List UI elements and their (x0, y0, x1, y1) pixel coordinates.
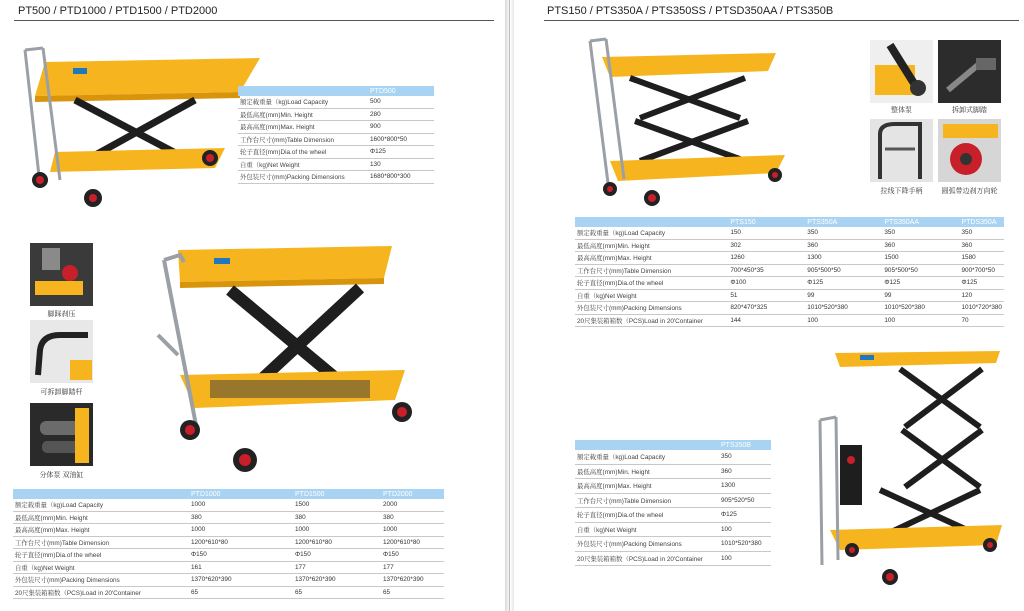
row-label: 最高高度(mm)Max. Height (575, 252, 728, 265)
row-value: Φ150 (293, 549, 381, 562)
row-value: Φ150 (381, 549, 444, 562)
row-value: 1000 (293, 524, 381, 537)
row-value: 150 (728, 227, 805, 239)
row-value: 130 (368, 158, 434, 171)
row-value: 65 (189, 586, 293, 599)
row-value: 1300 (805, 252, 882, 265)
table-row (575, 464, 771, 479)
row-value: Φ125 (882, 277, 959, 290)
photo-caption: 可拆卸脚踏杆 (40, 389, 83, 396)
row-value: 120 (959, 289, 1004, 302)
table-row (13, 574, 444, 587)
row-value: 700*450*35 (728, 264, 805, 277)
row-value: 350 (719, 450, 771, 464)
pt500-lift-table-image (15, 40, 265, 210)
row-value: 1010*520*380 (882, 302, 959, 315)
row-value: 905*520*50 (719, 493, 771, 508)
row-value: 360 (805, 239, 882, 252)
row-label: 自重（kg)Net Weight (575, 522, 719, 537)
row-label: 最低高度(mm)Min. Height (575, 239, 728, 252)
table-row (238, 146, 434, 159)
foot-brake-photo (30, 243, 93, 306)
row-value: 100 (719, 522, 771, 537)
row-value: Φ100 (728, 277, 805, 290)
row-value: 99 (882, 289, 959, 302)
row-label: 20尺集装箱箱数（PCS)Load in 20'Container (575, 314, 728, 327)
row-label: 轮子直径(mm)Dia.of the wheel (13, 549, 189, 562)
row-value: 99 (805, 289, 882, 302)
row-label: 工作台尺寸(mm)Table Dimension (575, 264, 728, 277)
column-header (575, 217, 728, 227)
left-catalog-page (0, 0, 505, 611)
table-row (13, 549, 444, 562)
row-label: 工作台尺寸(mm)Table Dimension (238, 133, 368, 146)
row-value: Φ125 (719, 508, 771, 523)
row-value: 1010*720*380 (959, 302, 1004, 315)
photo-caption: 分体泵 双油缸 (39, 472, 84, 479)
table-row (575, 493, 771, 508)
row-value: 1200*610*80 (293, 536, 381, 549)
row-label: 最高高度(mm)Max. Height (13, 524, 189, 537)
row-value: Φ125 (368, 146, 434, 159)
row-value: 380 (293, 511, 381, 524)
right-title-rule (544, 20, 1019, 21)
row-value: 380 (381, 511, 444, 524)
integral-pump-image (870, 40, 933, 103)
table-row (238, 133, 434, 146)
caster-wheel-image (938, 119, 1001, 182)
row-value: 1370*620*390 (293, 574, 381, 587)
table-row (575, 239, 1004, 252)
row-value: 65 (381, 586, 444, 599)
table-row (575, 314, 1004, 327)
row-label: 工作台尺寸(mm)Table Dimension (575, 493, 719, 508)
row-label: 最低高度(mm)Min. Height (575, 464, 719, 479)
release-handle-image (870, 119, 933, 182)
pts350b-double-scissor-image (810, 345, 1010, 595)
photo-caption: 脚踩刹压 (47, 311, 76, 318)
row-value: 1600*800*50 (368, 133, 434, 146)
table-row (13, 561, 444, 574)
row-value: 905*500*50 (805, 264, 882, 277)
ptd500-spec-table (238, 86, 434, 184)
row-value: 1370*620*390 (189, 574, 293, 587)
table-row (575, 227, 1004, 239)
split-pump-photo (30, 403, 93, 466)
row-value: 280 (368, 108, 434, 121)
row-label: 自重（kg)Net Weight (238, 158, 368, 171)
row-value: 360 (719, 464, 771, 479)
row-label: 額定載重量（kg)Load Capacity (575, 450, 719, 464)
row-label: 20尺集装箱箱数（PCS)Load in 20'Container (13, 586, 189, 599)
table-row (13, 586, 444, 599)
row-label: 轮子直径(mm)Dia.of the wheel (575, 508, 719, 523)
table-row (13, 499, 444, 511)
row-value: 360 (959, 239, 1004, 252)
pedal-bar-image (30, 320, 93, 383)
row-value: 380 (189, 511, 293, 524)
row-label: 轮子直径(mm)Dia.of the wheel (575, 277, 728, 290)
table-row (575, 479, 771, 494)
row-label: 外包装尺寸(mm)Packing Dimensions (575, 537, 719, 552)
table-row (13, 536, 444, 549)
column-header (238, 86, 368, 96)
row-label: 最低高度(mm)Min. Height (13, 511, 189, 524)
table-row (13, 511, 444, 524)
table-row (13, 524, 444, 537)
column-header: PTD2000 (381, 489, 444, 499)
row-value: 70 (959, 314, 1004, 327)
table-row (238, 171, 434, 184)
integral-pump-photo (870, 40, 933, 103)
row-label: 外包装尺寸(mm)Packing Dimensions (13, 574, 189, 587)
table-row (575, 252, 1004, 265)
left-title-rule (14, 20, 494, 21)
column-header: PTS350AA (882, 217, 959, 227)
table-row (238, 158, 434, 171)
row-value: 177 (381, 561, 444, 574)
row-label: 外包装尺寸(mm)Packing Dimensions (575, 302, 728, 315)
left-page-title: PT500 / PTD1000 / PTD1500 / PTD2000 (18, 5, 218, 17)
row-value: 900*700*50 (959, 264, 1004, 277)
right-catalog-page (514, 0, 1024, 611)
table-row (575, 508, 771, 523)
table-row (238, 121, 434, 134)
row-value: 900 (368, 121, 434, 134)
row-label: 自重（kg)Net Weight (13, 561, 189, 574)
row-value: 500 (368, 96, 434, 108)
photo-caption: 圆弧带边刹万向轮 (941, 188, 998, 195)
row-value: 1200*610*80 (189, 536, 293, 549)
row-label: 额定载重量（kg)Load Capacity (13, 499, 189, 511)
hydraulic-pump-image (30, 403, 93, 466)
row-value: 177 (293, 561, 381, 574)
row-label: 工作台尺寸(mm)Table Dimension (13, 536, 189, 549)
pedal-image (938, 40, 1001, 103)
book-spine-line (509, 0, 510, 611)
row-value: Φ150 (189, 549, 293, 562)
column-header (13, 489, 189, 499)
table-row (575, 450, 771, 464)
column-header: PTD500 (368, 86, 434, 96)
row-value: 2000 (381, 499, 444, 511)
row-label: 自重（kg)Net Weight (575, 289, 728, 302)
row-value: 161 (189, 561, 293, 574)
column-header (575, 440, 719, 450)
row-value: 144 (728, 314, 805, 327)
table-row (575, 289, 1004, 302)
pull-release-handle-photo (870, 119, 933, 182)
row-value: 1500 (882, 252, 959, 265)
row-value: 1300 (719, 479, 771, 494)
right-page-title: PTS150 / PTS350A / PTS350SS / PTSD350AA / PTS350B (547, 5, 834, 17)
row-value: 1000 (189, 524, 293, 537)
pts-series-spec-table (575, 217, 1004, 327)
row-value: 1200*610*80 (381, 536, 444, 549)
row-value: 1680*800*300 (368, 171, 434, 184)
photo-caption: 拉线下降手柄 (880, 188, 923, 195)
row-value: 350 (805, 227, 882, 239)
table-row (575, 302, 1004, 315)
row-label: 轮子直径(mm)Dia.of the wheel (238, 146, 368, 159)
row-label: 额定载重量（kg)Load Capacity (575, 227, 728, 239)
row-value: 51 (728, 289, 805, 302)
table-row (575, 522, 771, 537)
row-label: 最低高度(mm)Min. Height (238, 108, 368, 121)
row-value: 360 (882, 239, 959, 252)
row-value: 350 (882, 227, 959, 239)
row-value: 302 (728, 239, 805, 252)
photo-caption: 拆卸式脚踏 (952, 107, 987, 114)
column-header: PTD1500 (293, 489, 381, 499)
row-value: 905*500*50 (882, 264, 959, 277)
row-value: 1010*520*380 (805, 302, 882, 315)
row-value: 1260 (728, 252, 805, 265)
row-value: Φ125 (959, 277, 1004, 290)
table-row (575, 537, 771, 552)
pts350b-spec-table (575, 440, 771, 566)
swivel-caster-photo (938, 119, 1001, 182)
table-row (575, 277, 1004, 290)
row-value: 65 (293, 586, 381, 599)
row-value: 350 (959, 227, 1004, 239)
row-value: Φ125 (805, 277, 882, 290)
table-row (238, 108, 434, 121)
row-value: 1000 (381, 524, 444, 537)
row-label: 額定載重量（kg)Load Capacity (238, 96, 368, 108)
ptd-series-spec-table (13, 489, 444, 599)
column-header: PTS150 (728, 217, 805, 227)
foot-brake-image (30, 243, 93, 306)
row-value: 100 (805, 314, 882, 327)
row-value: 1370*620*390 (381, 574, 444, 587)
table-row (575, 551, 771, 566)
row-value: 1010*520*380 (719, 537, 771, 552)
row-label: 最高高度(mm)Max. Height (575, 479, 719, 494)
column-header: PTS350A (805, 217, 882, 227)
column-header: PTDS350A (959, 217, 1004, 227)
row-label: 20尺集装箱箱数（PCS)Load in 20'Container (575, 551, 719, 566)
row-value: 820*470*325 (728, 302, 805, 315)
row-value: 100 (719, 551, 771, 566)
ptd-lift-table-image (150, 240, 425, 480)
row-value: 1000 (189, 499, 293, 511)
row-value: 1580 (959, 252, 1004, 265)
pts-scissor-lift-image (580, 33, 795, 208)
table-row (238, 96, 434, 108)
column-header: PTD1000 (189, 489, 293, 499)
row-value: 1500 (293, 499, 381, 511)
row-label: 外包装尺寸(mm)Packing Dimensions (238, 171, 368, 184)
removable-pedal-photo (30, 320, 93, 383)
photo-caption: 整体泵 (891, 107, 912, 114)
table-row (575, 264, 1004, 277)
column-header: PTS350B (719, 440, 771, 450)
removable-pedal-photo (938, 40, 1001, 103)
row-value: 100 (882, 314, 959, 327)
row-label: 最高高度(mm)Max. Height (238, 121, 368, 134)
